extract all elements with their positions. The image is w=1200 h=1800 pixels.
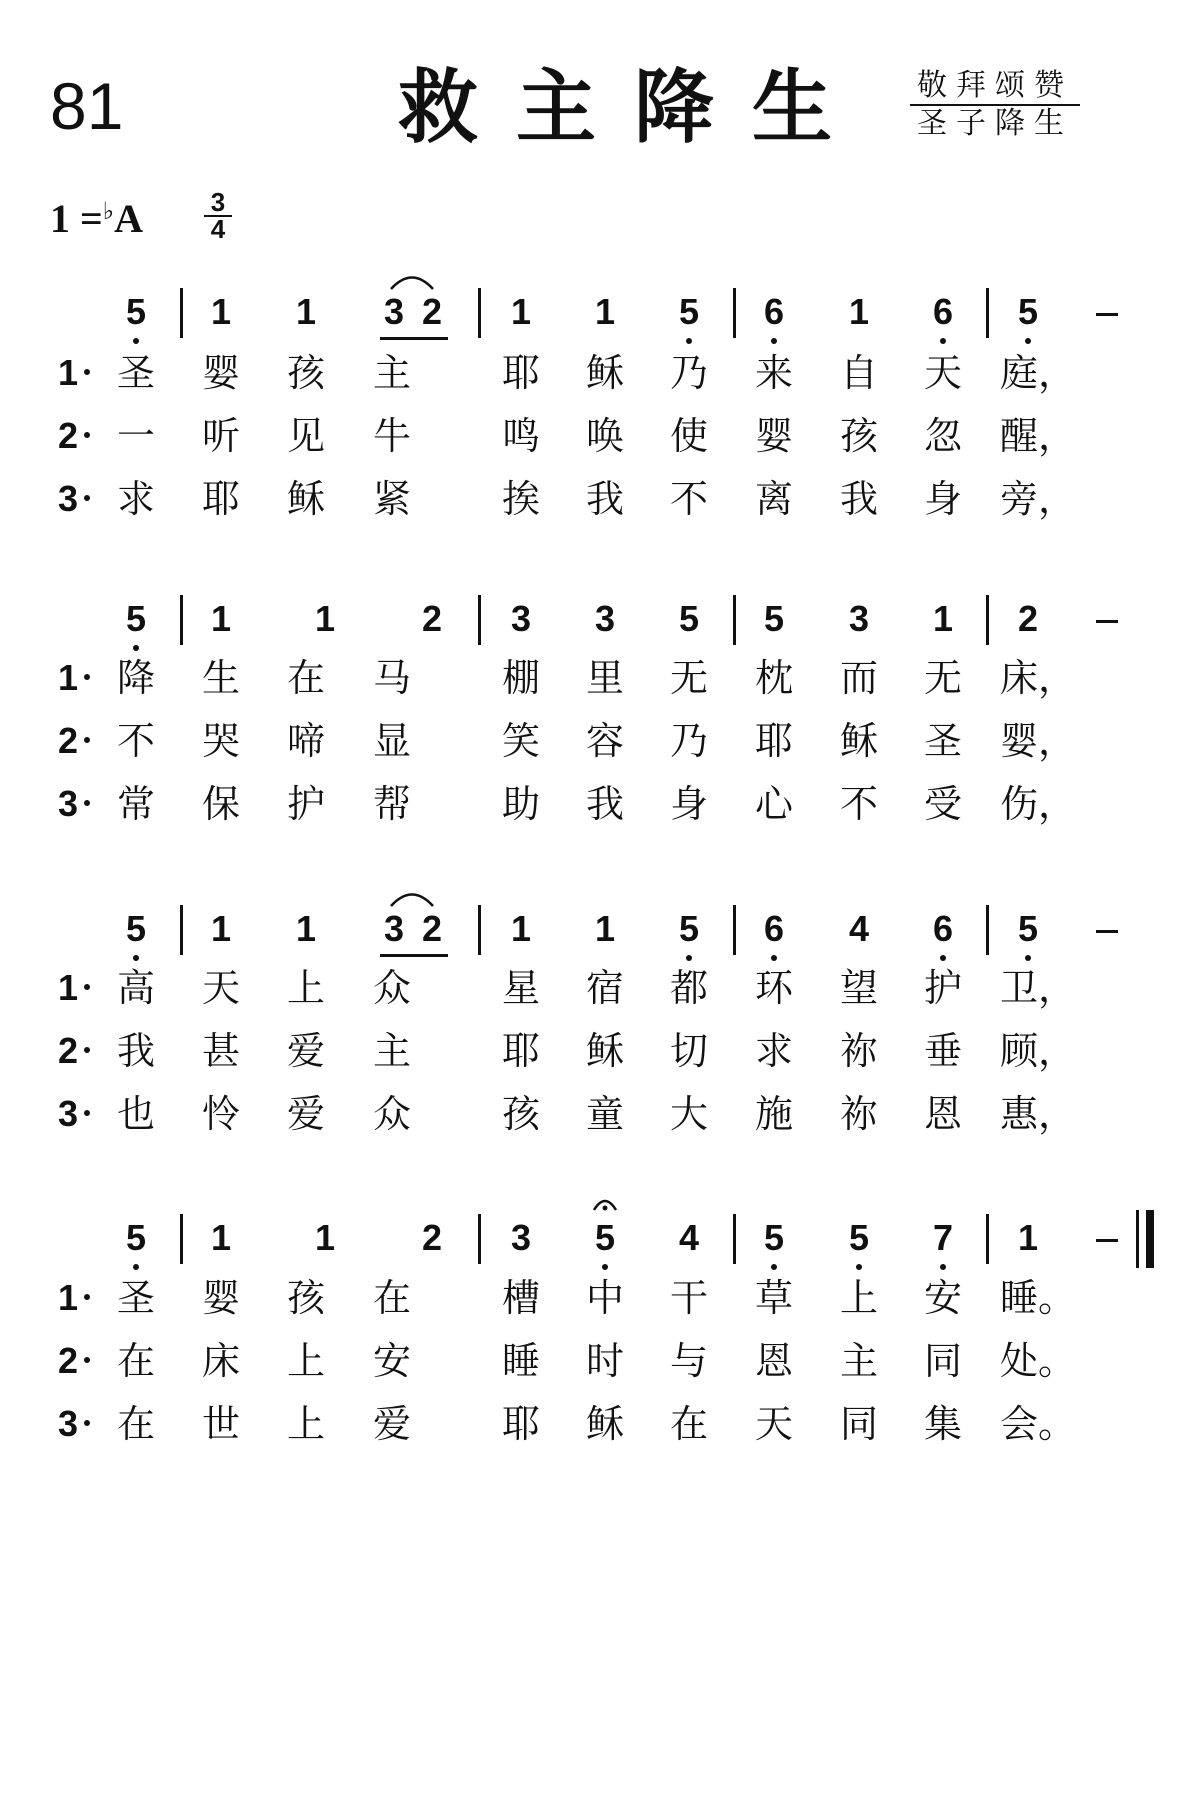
bar-line <box>986 905 989 955</box>
category-label <box>910 68 1080 142</box>
final-barline-thin <box>1136 1210 1139 1268</box>
lyric-char: 众 <box>372 966 411 1010</box>
lyric-char: 来 <box>754 351 793 395</box>
key-signature <box>50 195 143 242</box>
note: 1 <box>594 908 616 949</box>
note: 5 <box>763 598 785 639</box>
lyric-char: 伤， <box>1000 782 1077 826</box>
lyric-char: 在 <box>116 1339 155 1383</box>
lyric-char: 祢 <box>839 1029 878 1073</box>
lyric-char: 床 <box>201 1339 240 1383</box>
lyric-char: 上 <box>286 966 325 1010</box>
lyric-line-verse-1 <box>0 345 1200 405</box>
lyric-char: 睡。 <box>1000 1276 1077 1320</box>
lyric-char: 也 <box>116 1092 155 1136</box>
final-barline-thick <box>1146 1210 1154 1268</box>
lyric-line-verse-1 <box>0 1270 1200 1330</box>
note: 1 <box>210 598 232 639</box>
lyric-char: 婴 <box>754 414 793 458</box>
key-note: A <box>114 196 144 241</box>
eighth-note-beam <box>380 954 448 957</box>
lyric-char: 不 <box>116 719 155 763</box>
lyric-char: 处。 <box>1000 1339 1077 1383</box>
lyric-char: 笑 <box>501 719 540 763</box>
lyric-char: 稣 <box>839 719 878 763</box>
sustain-dash <box>1096 930 1118 933</box>
lyric-char: 稣 <box>585 1402 624 1446</box>
time-top: 3 <box>204 190 232 217</box>
lyric-char: 在 <box>286 656 325 700</box>
note: 1 <box>1017 1217 1039 1258</box>
lyric-char: 天 <box>923 351 962 395</box>
lyric-char: 圣 <box>116 351 155 395</box>
bar-line <box>180 595 183 645</box>
lyric-char: 我 <box>116 1029 155 1073</box>
bar-line <box>180 905 183 955</box>
note: 5 <box>116 907 156 951</box>
lyric-char: 身 <box>669 782 708 826</box>
lyric-char: 稣 <box>585 351 624 395</box>
lyric-char: 上 <box>839 1276 878 1320</box>
lyric-char: 恩 <box>923 1092 962 1136</box>
lyric-char: 里 <box>585 656 624 700</box>
lyric-char: 恩 <box>754 1339 793 1383</box>
fermata-icon <box>590 1194 620 1212</box>
verse-number: 1 <box>58 1277 79 1318</box>
lyric-char: 哭 <box>201 719 240 763</box>
lyric-char: 切 <box>669 1029 708 1073</box>
note: 2 <box>421 908 443 949</box>
lyric-char: 众 <box>372 1092 411 1136</box>
lyric-char: 童 <box>585 1092 624 1136</box>
lyric-line-verse-3 <box>0 776 1200 836</box>
verse-number: 1 <box>58 967 79 1008</box>
note: 7 <box>923 1216 963 1260</box>
bar-line <box>180 288 183 338</box>
note: 2 <box>421 1217 443 1258</box>
note: 1 <box>295 291 317 332</box>
lyric-char: 容 <box>585 719 624 763</box>
lyric-char: 自 <box>839 351 878 395</box>
lyric-char: 棚 <box>501 656 540 700</box>
lyric-char: 耶 <box>501 351 540 395</box>
lyric-line-verse-3 <box>0 1086 1200 1146</box>
lyric-char: 帮 <box>372 782 411 826</box>
note: 5 <box>754 1216 794 1260</box>
sustain-dash <box>1096 313 1118 316</box>
note: 4 <box>848 908 870 949</box>
lyric-char: 而 <box>839 656 878 700</box>
lyric-char: 耶 <box>754 719 793 763</box>
lyric-char: 祢 <box>839 1092 878 1136</box>
lyric-char: 牛 <box>372 414 411 458</box>
lyric-char: 不 <box>669 477 708 521</box>
lyric-char: 马 <box>372 656 411 700</box>
verse-number: 1 <box>58 352 79 393</box>
lyric-char: 床， <box>1000 656 1077 700</box>
lyric-line-verse-1 <box>0 960 1200 1020</box>
lyric-char: 宿 <box>585 966 624 1010</box>
lyric-char: 草 <box>754 1276 793 1320</box>
note: 6 <box>923 290 963 334</box>
lyric-char: 同 <box>839 1402 878 1446</box>
note: 1 <box>210 1217 232 1258</box>
lyric-char: 高 <box>116 966 155 1010</box>
lyric-char: 听 <box>201 414 240 458</box>
lyric-char: 在 <box>116 1402 155 1446</box>
lyric-char: 心 <box>754 782 793 826</box>
lyric-char: 离 <box>754 477 793 521</box>
lyric-char: 婴 <box>201 351 240 395</box>
lyric-char: 圣 <box>116 1276 155 1320</box>
verse-number: 1 <box>58 657 79 698</box>
lyric-char: 庭， <box>1000 351 1077 395</box>
lyric-line-verse-2 <box>0 713 1200 773</box>
note: 5 <box>839 1216 879 1260</box>
lyric-char: 生 <box>201 656 240 700</box>
note: 3 <box>848 598 870 639</box>
note: 1 <box>210 908 232 949</box>
lyric-char: 孩 <box>839 414 878 458</box>
bar-line <box>180 1214 183 1264</box>
lyric-line-verse-3 <box>0 471 1200 531</box>
lyric-char: 一 <box>116 414 155 458</box>
lyric-char: 天 <box>754 1402 793 1446</box>
lyric-char: 耶 <box>201 477 240 521</box>
bar-line <box>478 595 481 645</box>
lyric-char: 怜 <box>201 1092 240 1136</box>
lyric-char: 睡 <box>501 1339 540 1383</box>
lyric-char: 稣 <box>585 1029 624 1073</box>
lyric-char: 稣 <box>286 477 325 521</box>
note: 1 <box>848 291 870 332</box>
lyric-char: 受 <box>923 782 962 826</box>
bar-line <box>733 595 736 645</box>
lyric-char: 保 <box>201 782 240 826</box>
note: 6 <box>754 290 794 334</box>
lyric-char: 忽 <box>923 414 962 458</box>
lyric-char: 我 <box>585 782 624 826</box>
lyric-char: 卫， <box>1000 966 1077 1010</box>
lyric-char: 婴 <box>201 1276 240 1320</box>
bar-line <box>478 905 481 955</box>
bar-line <box>986 1214 989 1264</box>
slur-arc <box>389 272 435 290</box>
lyric-char: 中 <box>585 1276 624 1320</box>
lyric-char: 会。 <box>1000 1402 1077 1446</box>
lyric-char: 施 <box>754 1092 793 1136</box>
lyric-char: 使 <box>669 414 708 458</box>
note: 1 <box>210 291 232 332</box>
bar-line <box>733 1214 736 1264</box>
note: 3 <box>510 1217 532 1258</box>
lyric-char: 槽 <box>501 1276 540 1320</box>
hymn-number: 81 <box>50 69 124 143</box>
lyric-char: 无 <box>669 656 708 700</box>
verse-number: 2 <box>58 415 79 456</box>
category-line-1: 敬拜颂赞 <box>910 68 1080 106</box>
note: 5 <box>678 598 700 639</box>
flat-sign: ♭ <box>102 199 115 225</box>
lyric-char: 我 <box>585 477 624 521</box>
bar-line <box>986 595 989 645</box>
sustain-dash <box>1096 620 1118 623</box>
lyric-char: 助 <box>501 782 540 826</box>
lyric-char: 孩 <box>286 1276 325 1320</box>
hymn-title: 救主降生 <box>398 61 870 154</box>
note: 6 <box>754 907 794 951</box>
lyric-line-verse-2 <box>0 1023 1200 1083</box>
lyric-char: 同 <box>923 1339 962 1383</box>
lyric-char: 降 <box>116 656 155 700</box>
note: 5 <box>1008 290 1048 334</box>
lyric-char: 爱 <box>286 1092 325 1136</box>
lyric-char: 集 <box>923 1402 962 1446</box>
note: 1 <box>932 598 954 639</box>
lyric-char: 紧 <box>372 477 411 521</box>
note: 4 <box>678 1217 700 1258</box>
lyric-char: 圣 <box>923 719 962 763</box>
lyric-char: 醒， <box>1000 414 1077 458</box>
lyric-char: 见 <box>286 414 325 458</box>
verse-number: 3 <box>58 783 79 824</box>
lyric-line-verse-2 <box>0 1333 1200 1393</box>
lyric-line-verse-2 <box>0 408 1200 468</box>
lyric-char: 护 <box>286 782 325 826</box>
note: 5 <box>1008 907 1048 951</box>
lyric-char: 护 <box>923 966 962 1010</box>
lyric-char: 主 <box>372 351 411 395</box>
note: 1 <box>510 908 532 949</box>
bar-line <box>986 288 989 338</box>
note: 2 <box>1017 598 1039 639</box>
lyric-char: 孩 <box>501 1092 540 1136</box>
lyric-line-verse-3 <box>0 1396 1200 1456</box>
lyric-char: 在 <box>669 1402 708 1446</box>
eighth-note-beam <box>380 337 448 340</box>
lyric-char: 唤 <box>585 414 624 458</box>
verse-number: 3 <box>58 1403 79 1444</box>
note: 1 <box>314 598 336 639</box>
time-bottom: 4 <box>210 214 226 244</box>
note: 5 <box>585 1216 625 1260</box>
bar-line <box>733 288 736 338</box>
lyric-char: 主 <box>372 1029 411 1073</box>
lyric-char: 上 <box>286 1339 325 1383</box>
verse-number: 2 <box>58 720 79 761</box>
verse-number: 2 <box>58 1030 79 1071</box>
lyric-char: 挨 <box>501 477 540 521</box>
note: 5 <box>116 597 156 641</box>
lyric-char: 安 <box>372 1339 411 1383</box>
lyric-line-verse-1 <box>0 650 1200 710</box>
lyric-char: 星 <box>501 966 540 1010</box>
lyric-char: 常 <box>116 782 155 826</box>
lyric-char: 耶 <box>501 1402 540 1446</box>
lyric-char: 显 <box>372 719 411 763</box>
note: 2 <box>421 291 443 332</box>
lyric-char: 爱 <box>286 1029 325 1073</box>
bar-line <box>733 905 736 955</box>
note: 3 <box>594 598 616 639</box>
lyric-char: 无 <box>923 656 962 700</box>
lyric-char: 与 <box>669 1339 708 1383</box>
lyric-char: 孩 <box>286 351 325 395</box>
note: 3 <box>383 908 405 949</box>
lyric-char: 啼 <box>286 719 325 763</box>
note: 5 <box>116 1216 156 1260</box>
note: 5 <box>669 907 709 951</box>
lyric-char: 都 <box>669 966 708 1010</box>
lyric-char: 不 <box>839 782 878 826</box>
time-signature <box>204 187 232 244</box>
lyric-char: 甚 <box>201 1029 240 1073</box>
lyric-char: 旁， <box>1000 477 1077 521</box>
note: 1 <box>314 1217 336 1258</box>
lyric-char: 耶 <box>501 1029 540 1073</box>
lyric-char: 在 <box>372 1276 411 1320</box>
verse-number: 2 <box>58 1340 79 1381</box>
lyric-char: 望 <box>839 966 878 1010</box>
lyric-char: 大 <box>669 1092 708 1136</box>
note: 3 <box>383 291 405 332</box>
lyric-char: 世 <box>201 1402 240 1446</box>
note: 3 <box>510 598 532 639</box>
key-prefix: 1 = <box>50 196 103 241</box>
lyric-char: 我 <box>839 477 878 521</box>
note: 2 <box>421 598 443 639</box>
note: 5 <box>116 290 156 334</box>
lyric-char: 乃 <box>669 351 708 395</box>
lyric-char: 天 <box>201 966 240 1010</box>
sustain-dash <box>1096 1239 1118 1242</box>
note: 1 <box>295 908 317 949</box>
note: 6 <box>923 907 963 951</box>
verse-number: 3 <box>58 478 79 519</box>
lyric-char: 垂 <box>923 1029 962 1073</box>
note: 1 <box>510 291 532 332</box>
lyric-char: 安 <box>923 1276 962 1320</box>
lyric-char: 求 <box>754 1029 793 1073</box>
slur-arc <box>389 889 435 907</box>
verse-number: 3 <box>58 1093 79 1134</box>
category-line-2: 圣子降生 <box>917 106 1073 141</box>
lyric-char: 爱 <box>372 1402 411 1446</box>
bar-line <box>478 1214 481 1264</box>
lyric-char: 鸣 <box>501 414 540 458</box>
lyric-char: 惠， <box>1000 1092 1077 1136</box>
lyric-char: 枕 <box>754 656 793 700</box>
lyric-char: 环 <box>754 966 793 1010</box>
lyric-char: 上 <box>286 1402 325 1446</box>
lyric-char: 顾， <box>1000 1029 1077 1073</box>
lyric-char: 时 <box>585 1339 624 1383</box>
lyric-char: 身 <box>923 477 962 521</box>
lyric-char: 求 <box>116 477 155 521</box>
note: 5 <box>669 290 709 334</box>
lyric-char: 婴， <box>1000 719 1077 763</box>
bar-line <box>478 288 481 338</box>
note: 1 <box>594 291 616 332</box>
lyric-char: 干 <box>669 1276 708 1320</box>
lyric-char: 乃 <box>669 719 708 763</box>
lyric-char: 主 <box>839 1339 878 1383</box>
